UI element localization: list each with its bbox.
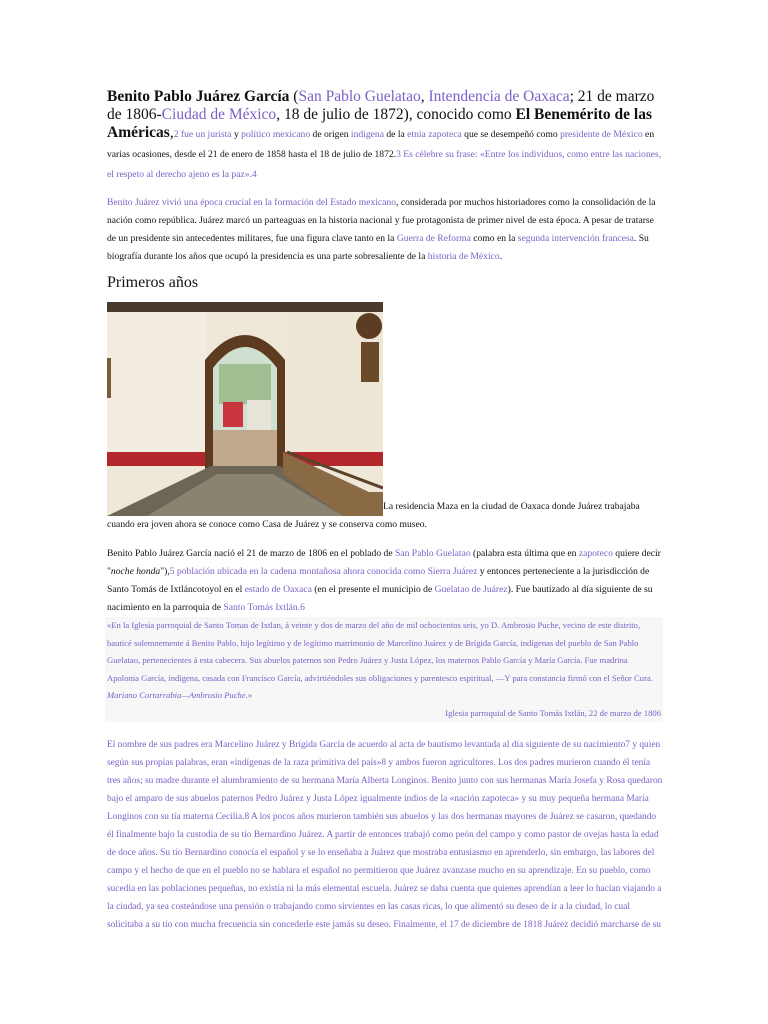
baptism-record-quote: [105, 617, 663, 722]
section-heading: Primeros años: [107, 274, 199, 291]
ref-2[interactable]: 2: [173, 129, 179, 140]
text: .: [499, 251, 503, 262]
link-sierra-juarez[interactable]: 5 población ubicada en la cadena montañosa ahora conocida como Sierra Juárez: [169, 566, 478, 577]
text: que se desempeñó como: [461, 129, 561, 140]
link-estado-oaxaca[interactable]: estado de Oaxaca: [244, 584, 312, 595]
text: ,: [420, 88, 429, 105]
text: y entonces perteneciente a la jurisdicción de Santo Tomás de Ixtláncotoyol en el: [107, 566, 650, 595]
article-body: [107, 88, 663, 943]
link-intendencia-oaxaca[interactable]: Intendencia de Oaxaca: [428, 88, 570, 105]
link-politico-mexicano[interactable]: político mexicano: [241, 129, 311, 140]
text: ,: [169, 124, 174, 141]
text: , 18 de julio de 1872), conocido como: [276, 106, 516, 123]
text: (palabra esta última que en: [470, 548, 579, 559]
link-famous-quote[interactable]: 3 Es célebre su frase: «Entre los individuos, como entre las naciones, el respeto al derecho ajeno es la paz».4: [107, 149, 662, 180]
lead-paragraph: [107, 88, 663, 184]
quote-text: [107, 617, 661, 705]
link-zapoteco[interactable]: zapoteco: [578, 548, 613, 559]
link-indigena[interactable]: indígena: [350, 129, 384, 140]
text: (: [289, 88, 299, 105]
context-paragraph: [107, 194, 663, 266]
link-intervencion-francesa[interactable]: segunda intervención francesa: [517, 233, 634, 244]
quote-citation: Iglesia parroquial de Santo Tomás Ixtlán, 22 de marzo de 1806: [445, 707, 661, 718]
figure: [107, 302, 663, 534]
link-historia-mexico[interactable]: historia de México: [427, 251, 500, 262]
text: , considerada por muchos historiadores como la consolidación de la nación como república. Juárez marcó un parteaguas en la historia nacional y fue protagonista de primer nivel de esta época. A pesar de tratarse de un presidente sin antecedentes militares, fue una figura clave tanto en la: [107, 197, 656, 244]
link-ciudad-mexico[interactable]: Ciudad de México: [161, 106, 277, 123]
link-presidente-mexico[interactable]: presidente de México: [560, 129, 643, 140]
text: . Su biografía durante los años que ocupó la presidencia es una parte sobresaliente de la: [107, 233, 649, 262]
link-guerra-reforma[interactable]: Guerra de Reforma: [396, 233, 471, 244]
text: ). Fue bautizado al día siguiente de su nacimiento en la parroquia de: [107, 584, 653, 613]
text: .»: [245, 690, 253, 700]
link-san-pablo-guelatao[interactable]: San Pablo Guelatao: [298, 88, 421, 105]
text: quiere decir ": [107, 548, 661, 577]
text: «En la Iglesia parroquial de Santo Tomas de Ixtlan, á veinte y dos de marzo del año de mil ochocientos seis, yo D. Ambrosio Puche, vecino de este distrito, bauticé solemnemente á Benito Pablo, hijo legítimo y de legítimo matrimonio de Marcelino Juárez y de Brígida García, indígenas del pueblo de San Pablo Guelatao, pertenecientes á esta cabecera. Sus abuelos paternos son Pedro Juárez y Justa López, los maternos Pablo García y María García. Fue madrina Apolonia García, indígena, casada con Francisco García, advirtiéndoles sus obligaciones y parentesco espiritual, —Y para constancia firmó con el Señor Cura.: [107, 620, 653, 683]
link-epoca-crucial[interactable]: Benito Juárez vivió una época crucial en la formación del Estado mexicano: [107, 197, 397, 208]
photo-casa-juarez[interactable]: [107, 302, 383, 516]
text: de origen: [310, 129, 351, 140]
text: noche honda: [110, 566, 161, 577]
title-benemerito: El Benemérito de las Américas: [107, 106, 652, 141]
link-jurista[interactable]: fue un jurista: [178, 129, 232, 140]
link-etnia-zapoteca[interactable]: etnia zapoteca: [407, 129, 462, 140]
text: Mariano Cortarrabia—Ambrosio Puche: [107, 690, 246, 700]
text: como en la: [470, 233, 518, 244]
text: en varias ocasiones, desde el 21 de enero de 1858 hasta el 18 de julio de 1872.: [107, 129, 655, 160]
biography-paragraph: El nombre de sus padres era Marcelino Juárez y Brígida García de acuerdo al acta de bautismo levantada al día siguiente de su nacimiento7 y quien según sus propias palabras, eran «indígenas de la raza primitiva del país»8 y ambos fueron agricultores. Los dos padres murieron cuando él tenía tres años; su madre durante el alumbramiento de su hermana María Alberta Longinos. Benito junto con sus hermanas María Josefa y Rosa quedaron bajo el amparo de sus abuelos paternos Pedro Juárez y Justa López igualmente indios de la «nación zapoteca» y su muy pequeña hermana María Longinos con su tía materna Cecilia.8 A los pocos años murieron también sus abuelos y las dos hermanas mayores de Juárez se casaron, quedando él finalmente bajo la custodia de su tío Bernardino Juárez. A partir de entonces trabajó como peón del campo y como pastor de ovejas hasta la edad de doce años. Su tío Bernardino conocía el español y se lo enseñaba a Juárez que mostraba entusiasmo en aprenderlo, sin embargo, las labores del campo y el hecho de que en el pueblo no se hablara el español no permitieron que Juárez avanzase mucho en su aprendizaje. En su pueblo, como sucedía en las poblaciones pequeñas, no existía ni la más elemental escuela. Juárez se daba cuenta que quienes aprendían a leer lo hacían viajando a la ciudad, ya sea costeándose una pensión o trabajando como sirvientes en las casas ricas, lo que alimentó su deseo de ir a la ciudad, lo cual solicitaba a su tío con mucha frecuencia sin concederle este jamás su deseo. Finalmente, el 17 de diciembre de 1818 Juárez decidió marcharse de su: [107, 740, 663, 930]
birth-paragraph: [107, 545, 663, 617]
link-santo-tomas-ixtlan[interactable]: Santo Tomás Ixtlán.6: [223, 602, 305, 613]
text: de la: [383, 129, 408, 140]
text: "),: [160, 566, 170, 577]
text: Benito Pablo Juárez García nació el 21 de marzo de 1806 en el poblado de: [107, 548, 395, 559]
text: y: [231, 129, 242, 140]
hallway-photo: [107, 302, 383, 516]
text: (en el presente el municipio de: [311, 584, 435, 595]
link-guelatao-juarez[interactable]: Guelatao de Juárez: [434, 584, 508, 595]
subject-name: Benito Pablo Juárez García: [107, 88, 290, 105]
figure-caption: La residencia Maza en la ciudad de Oaxaca donde Juárez trabajaba cuando era joven ahora se conoce como Casa de Juárez y se conserva como museo.: [107, 501, 640, 530]
text: ; 21 de marzo de 1806-: [107, 88, 655, 123]
link-san-pablo-guelatao-2[interactable]: San Pablo Guelatao: [394, 548, 471, 559]
